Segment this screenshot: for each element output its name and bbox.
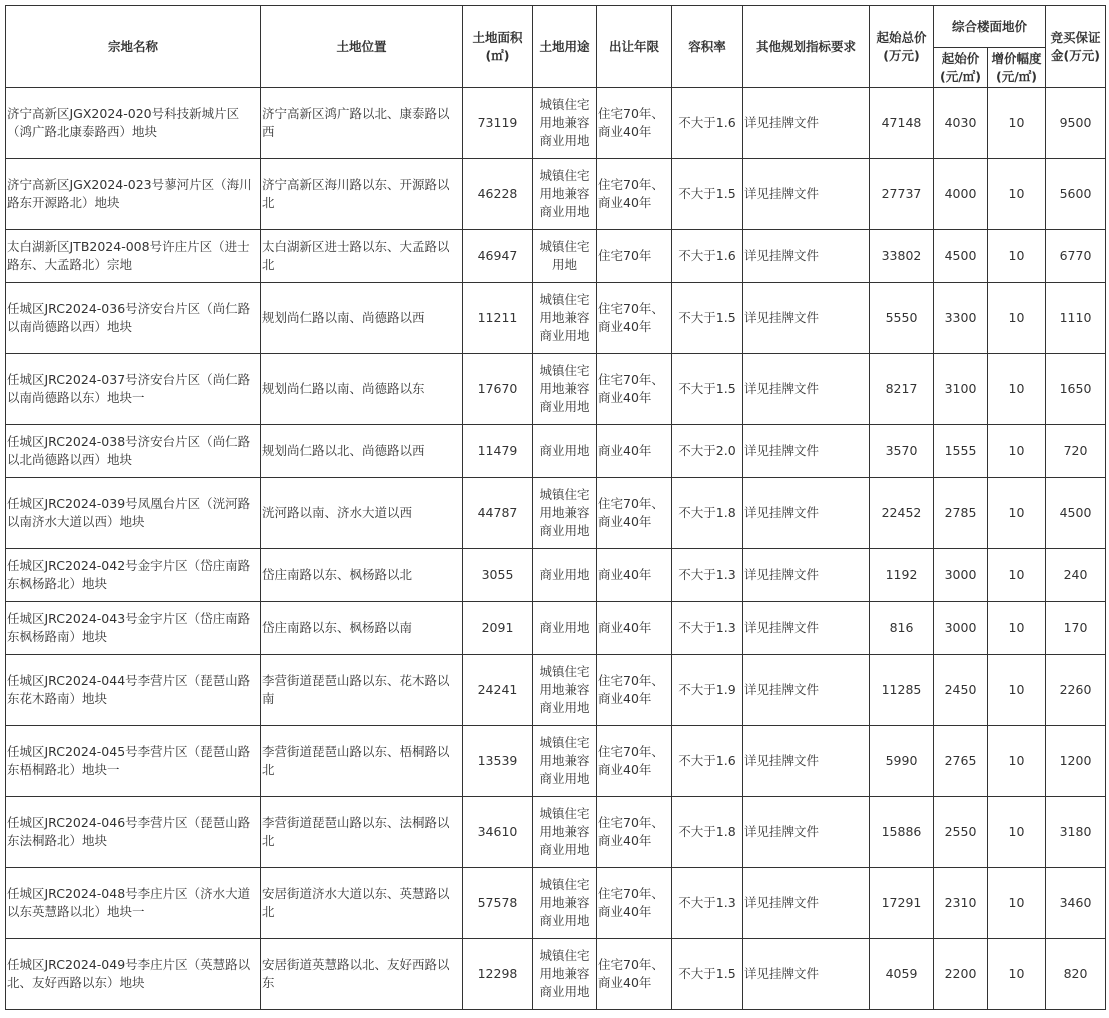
floor-start-price-cell: 3000 — [934, 549, 988, 602]
floor-start-price-cell: 4030 — [934, 88, 988, 159]
transfer-term-cell: 住宅70年、商业40年 — [597, 726, 672, 797]
land-use-cell: 城镇住宅用地兼容商业用地 — [533, 478, 597, 549]
plot-ratio-cell: 不大于1.8 — [672, 478, 743, 549]
other-requirements-cell: 详见挂牌文件 — [743, 868, 870, 939]
start-total-price-cell: 27737 — [870, 159, 934, 230]
other-requirements-cell: 详见挂牌文件 — [743, 549, 870, 602]
land-transfer-table — [5, 5, 1106, 1010]
table-row — [6, 159, 1106, 230]
land-use-cell: 城镇住宅用地兼容商业用地 — [533, 726, 597, 797]
other-requirements-cell: 详见挂牌文件 — [743, 354, 870, 425]
transfer-term-cell: 住宅70年、商业40年 — [597, 478, 672, 549]
land-area-cell: 2091 — [463, 602, 533, 655]
floor-increment-cell: 10 — [988, 425, 1046, 478]
land-name-cell: 任城区JRC2024-039号凤凰台片区（洸河路以南济水大道以西）地块 — [6, 478, 261, 549]
floor-increment-cell: 10 — [988, 655, 1046, 726]
land-area-cell: 24241 — [463, 655, 533, 726]
other-requirements-cell: 详见挂牌文件 — [743, 602, 870, 655]
land-use-cell: 城镇住宅用地兼容商业用地 — [533, 159, 597, 230]
land-area-cell: 46228 — [463, 159, 533, 230]
header-land-use: 土地用途 — [533, 6, 597, 88]
land-area-cell: 17670 — [463, 354, 533, 425]
land-area-cell: 34610 — [463, 797, 533, 868]
start-total-price-cell: 816 — [870, 602, 934, 655]
table-row — [6, 797, 1106, 868]
land-location-cell: 太白湖新区进士路以东、大孟路以北 — [261, 230, 463, 283]
start-total-price-cell: 8217 — [870, 354, 934, 425]
land-location-cell: 规划尚仁路以北、尚德路以西 — [261, 425, 463, 478]
plot-ratio-cell: 不大于1.8 — [672, 797, 743, 868]
table-row — [6, 230, 1106, 283]
other-requirements-cell: 详见挂牌文件 — [743, 726, 870, 797]
land-area-cell: 11479 — [463, 425, 533, 478]
land-location-cell: 李营街道琵琶山路以东、花木路以南 — [261, 655, 463, 726]
start-total-price-cell: 4059 — [870, 939, 934, 1010]
land-area-cell: 11211 — [463, 283, 533, 354]
land-use-cell: 城镇住宅用地兼容商业用地 — [533, 354, 597, 425]
other-requirements-cell: 详见挂牌文件 — [743, 655, 870, 726]
plot-ratio-cell: 不大于1.3 — [672, 549, 743, 602]
land-name-cell: 任城区JRC2024-045号李营片区（琵琶山路东梧桐路北）地块一 — [6, 726, 261, 797]
floor-start-price-cell: 4500 — [934, 230, 988, 283]
land-name-cell: 济宁高新区JGX2024-023号蓼河片区（海川路东开源路北）地块 — [6, 159, 261, 230]
land-location-cell: 规划尚仁路以南、尚德路以西 — [261, 283, 463, 354]
land-name-cell: 任城区JRC2024-046号李营片区（琵琶山路东法桐路北）地块 — [6, 797, 261, 868]
plot-ratio-cell: 不大于1.5 — [672, 939, 743, 1010]
bid-deposit-cell: 3180 — [1046, 797, 1106, 868]
header-bid-deposit: 竞买保证金(万元) — [1046, 6, 1106, 88]
other-requirements-cell: 详见挂牌文件 — [743, 283, 870, 354]
floor-increment-cell: 10 — [988, 283, 1046, 354]
table-row — [6, 478, 1106, 549]
start-total-price-cell: 47148 — [870, 88, 934, 159]
land-use-cell: 商业用地 — [533, 602, 597, 655]
bid-deposit-cell: 1650 — [1046, 354, 1106, 425]
transfer-term-cell: 住宅70年、商业40年 — [597, 868, 672, 939]
bid-deposit-cell: 1110 — [1046, 283, 1106, 354]
start-total-price-cell: 22452 — [870, 478, 934, 549]
header-land-name: 宗地名称 — [6, 6, 261, 88]
plot-ratio-cell: 不大于1.5 — [672, 283, 743, 354]
header-floor-price-group: 综合楼面地价 — [934, 6, 1046, 48]
bid-deposit-cell: 1200 — [1046, 726, 1106, 797]
transfer-term-cell: 住宅70年、商业40年 — [597, 283, 672, 354]
table-row — [6, 868, 1106, 939]
land-name-cell: 任城区JRC2024-037号济安台片区（尚仁路以南尚德路以东）地块一 — [6, 354, 261, 425]
start-total-price-cell: 5550 — [870, 283, 934, 354]
bid-deposit-cell: 240 — [1046, 549, 1106, 602]
land-location-cell: 济宁高新区鸿广路以北、康泰路以西 — [261, 88, 463, 159]
table-row — [6, 549, 1106, 602]
land-location-cell: 岱庄南路以东、枫杨路以南 — [261, 602, 463, 655]
floor-increment-cell: 10 — [988, 88, 1046, 159]
land-area-cell: 3055 — [463, 549, 533, 602]
bid-deposit-cell: 4500 — [1046, 478, 1106, 549]
land-use-cell: 城镇住宅用地 — [533, 230, 597, 283]
floor-increment-cell: 10 — [988, 354, 1046, 425]
start-total-price-cell: 33802 — [870, 230, 934, 283]
land-area-cell: 44787 — [463, 478, 533, 549]
floor-start-price-cell: 2550 — [934, 797, 988, 868]
land-area-cell: 13539 — [463, 726, 533, 797]
other-requirements-cell: 详见挂牌文件 — [743, 230, 870, 283]
floor-start-price-cell: 2200 — [934, 939, 988, 1010]
other-requirements-cell: 详见挂牌文件 — [743, 159, 870, 230]
bid-deposit-cell: 720 — [1046, 425, 1106, 478]
transfer-term-cell: 住宅70年 — [597, 230, 672, 283]
table-row — [6, 354, 1106, 425]
plot-ratio-cell: 不大于1.6 — [672, 726, 743, 797]
floor-increment-cell: 10 — [988, 159, 1046, 230]
plot-ratio-cell: 不大于1.3 — [672, 868, 743, 939]
start-total-price-cell: 1192 — [870, 549, 934, 602]
floor-increment-cell: 10 — [988, 230, 1046, 283]
land-name-cell: 任城区JRC2024-038号济安台片区（尚仁路以北尚德路以西）地块 — [6, 425, 261, 478]
land-use-cell: 城镇住宅用地兼容商业用地 — [533, 868, 597, 939]
table-row — [6, 283, 1106, 354]
start-total-price-cell: 15886 — [870, 797, 934, 868]
bid-deposit-cell: 820 — [1046, 939, 1106, 1010]
land-location-cell: 安居街道济水大道以东、英慧路以北 — [261, 868, 463, 939]
header-floor-start-price: 起始价(元/㎡) — [934, 48, 988, 88]
other-requirements-cell: 详见挂牌文件 — [743, 797, 870, 868]
floor-start-price-cell: 2765 — [934, 726, 988, 797]
bid-deposit-cell: 9500 — [1046, 88, 1106, 159]
header-transfer-term: 出让年限 — [597, 6, 672, 88]
land-use-cell: 商业用地 — [533, 549, 597, 602]
land-name-cell: 任城区JRC2024-036号济安台片区（尚仁路以南尚德路以西）地块 — [6, 283, 261, 354]
transfer-term-cell: 商业40年 — [597, 549, 672, 602]
bid-deposit-cell: 6770 — [1046, 230, 1106, 283]
floor-start-price-cell: 2785 — [934, 478, 988, 549]
land-location-cell: 洸河路以南、济水大道以西 — [261, 478, 463, 549]
table-row — [6, 655, 1106, 726]
land-name-cell: 任城区JRC2024-049号李庄片区（英慧路以北、友好西路以东）地块 — [6, 939, 261, 1010]
header-land-area: 土地面积(㎡) — [463, 6, 533, 88]
land-area-cell: 73119 — [463, 88, 533, 159]
other-requirements-cell: 详见挂牌文件 — [743, 425, 870, 478]
land-name-cell: 济宁高新区JGX2024-020号科技新城片区（鸿广路北康泰路西）地块 — [6, 88, 261, 159]
bid-deposit-cell: 5600 — [1046, 159, 1106, 230]
floor-increment-cell: 10 — [988, 478, 1046, 549]
floor-start-price-cell: 1555 — [934, 425, 988, 478]
table-row — [6, 939, 1106, 1010]
land-name-cell: 任城区JRC2024-048号李庄片区（济水大道以东英慧路以北）地块一 — [6, 868, 261, 939]
plot-ratio-cell: 不大于2.0 — [672, 425, 743, 478]
land-use-cell: 城镇住宅用地兼容商业用地 — [533, 797, 597, 868]
header-other-requirements: 其他规划指标要求 — [743, 6, 870, 88]
other-requirements-cell: 详见挂牌文件 — [743, 939, 870, 1010]
land-location-cell: 规划尚仁路以南、尚德路以东 — [261, 354, 463, 425]
transfer-term-cell: 住宅70年、商业40年 — [597, 159, 672, 230]
floor-increment-cell: 10 — [988, 797, 1046, 868]
header-plot-ratio: 容积率 — [672, 6, 743, 88]
start-total-price-cell: 11285 — [870, 655, 934, 726]
land-area-cell: 46947 — [463, 230, 533, 283]
land-use-cell: 城镇住宅用地兼容商业用地 — [533, 655, 597, 726]
table-row — [6, 602, 1106, 655]
floor-start-price-cell: 2450 — [934, 655, 988, 726]
start-total-price-cell: 17291 — [870, 868, 934, 939]
land-location-cell: 济宁高新区海川路以东、开源路以北 — [261, 159, 463, 230]
land-location-cell: 李营街道琵琶山路以东、法桐路以北 — [261, 797, 463, 868]
floor-start-price-cell: 3000 — [934, 602, 988, 655]
plot-ratio-cell: 不大于1.5 — [672, 354, 743, 425]
transfer-term-cell: 商业40年 — [597, 602, 672, 655]
bid-deposit-cell: 2260 — [1046, 655, 1106, 726]
other-requirements-cell: 详见挂牌文件 — [743, 88, 870, 159]
bid-deposit-cell: 170 — [1046, 602, 1106, 655]
table-row — [6, 88, 1106, 159]
floor-increment-cell: 10 — [988, 726, 1046, 797]
floor-start-price-cell: 4000 — [934, 159, 988, 230]
floor-increment-cell: 10 — [988, 868, 1046, 939]
land-use-cell: 城镇住宅用地兼容商业用地 — [533, 88, 597, 159]
floor-increment-cell: 10 — [988, 939, 1046, 1010]
transfer-term-cell: 商业40年 — [597, 425, 672, 478]
land-area-cell: 57578 — [463, 868, 533, 939]
land-name-cell: 任城区JRC2024-042号金宇片区（岱庄南路东枫杨路北）地块 — [6, 549, 261, 602]
plot-ratio-cell: 不大于1.5 — [672, 159, 743, 230]
transfer-term-cell: 住宅70年、商业40年 — [597, 797, 672, 868]
plot-ratio-cell: 不大于1.6 — [672, 230, 743, 283]
plot-ratio-cell: 不大于1.9 — [672, 655, 743, 726]
transfer-term-cell: 住宅70年、商业40年 — [597, 354, 672, 425]
land-use-cell: 城镇住宅用地兼容商业用地 — [533, 939, 597, 1010]
land-area-cell: 12298 — [463, 939, 533, 1010]
other-requirements-cell: 详见挂牌文件 — [743, 478, 870, 549]
transfer-term-cell: 住宅70年、商业40年 — [597, 88, 672, 159]
floor-start-price-cell: 3100 — [934, 354, 988, 425]
land-name-cell: 太白湖新区JTB2024-008号许庄片区（进士路东、大孟路北）宗地 — [6, 230, 261, 283]
header-start-total-price: 起始总价(万元) — [870, 6, 934, 88]
header-land-location: 土地位置 — [261, 6, 463, 88]
land-use-cell: 城镇住宅用地兼容商业用地 — [533, 283, 597, 354]
header-floor-increment: 增价幅度(元/㎡) — [988, 48, 1046, 88]
transfer-term-cell: 住宅70年、商业40年 — [597, 655, 672, 726]
start-total-price-cell: 5990 — [870, 726, 934, 797]
land-name-cell: 任城区JRC2024-043号金宇片区（岱庄南路东枫杨路南）地块 — [6, 602, 261, 655]
land-location-cell: 岱庄南路以东、枫杨路以北 — [261, 549, 463, 602]
land-location-cell: 安居街道英慧路以北、友好西路以东 — [261, 939, 463, 1010]
land-name-cell: 任城区JRC2024-044号李营片区（琵琶山路东花木路南）地块 — [6, 655, 261, 726]
transfer-term-cell: 住宅70年、商业40年 — [597, 939, 672, 1010]
table-row — [6, 425, 1106, 478]
plot-ratio-cell: 不大于1.3 — [672, 602, 743, 655]
floor-increment-cell: 10 — [988, 602, 1046, 655]
table-row — [6, 726, 1106, 797]
floor-start-price-cell: 2310 — [934, 868, 988, 939]
start-total-price-cell: 3570 — [870, 425, 934, 478]
floor-start-price-cell: 3300 — [934, 283, 988, 354]
land-use-cell: 商业用地 — [533, 425, 597, 478]
land-location-cell: 李营街道琵琶山路以东、梧桐路以北 — [261, 726, 463, 797]
plot-ratio-cell: 不大于1.6 — [672, 88, 743, 159]
bid-deposit-cell: 3460 — [1046, 868, 1106, 939]
floor-increment-cell: 10 — [988, 549, 1046, 602]
